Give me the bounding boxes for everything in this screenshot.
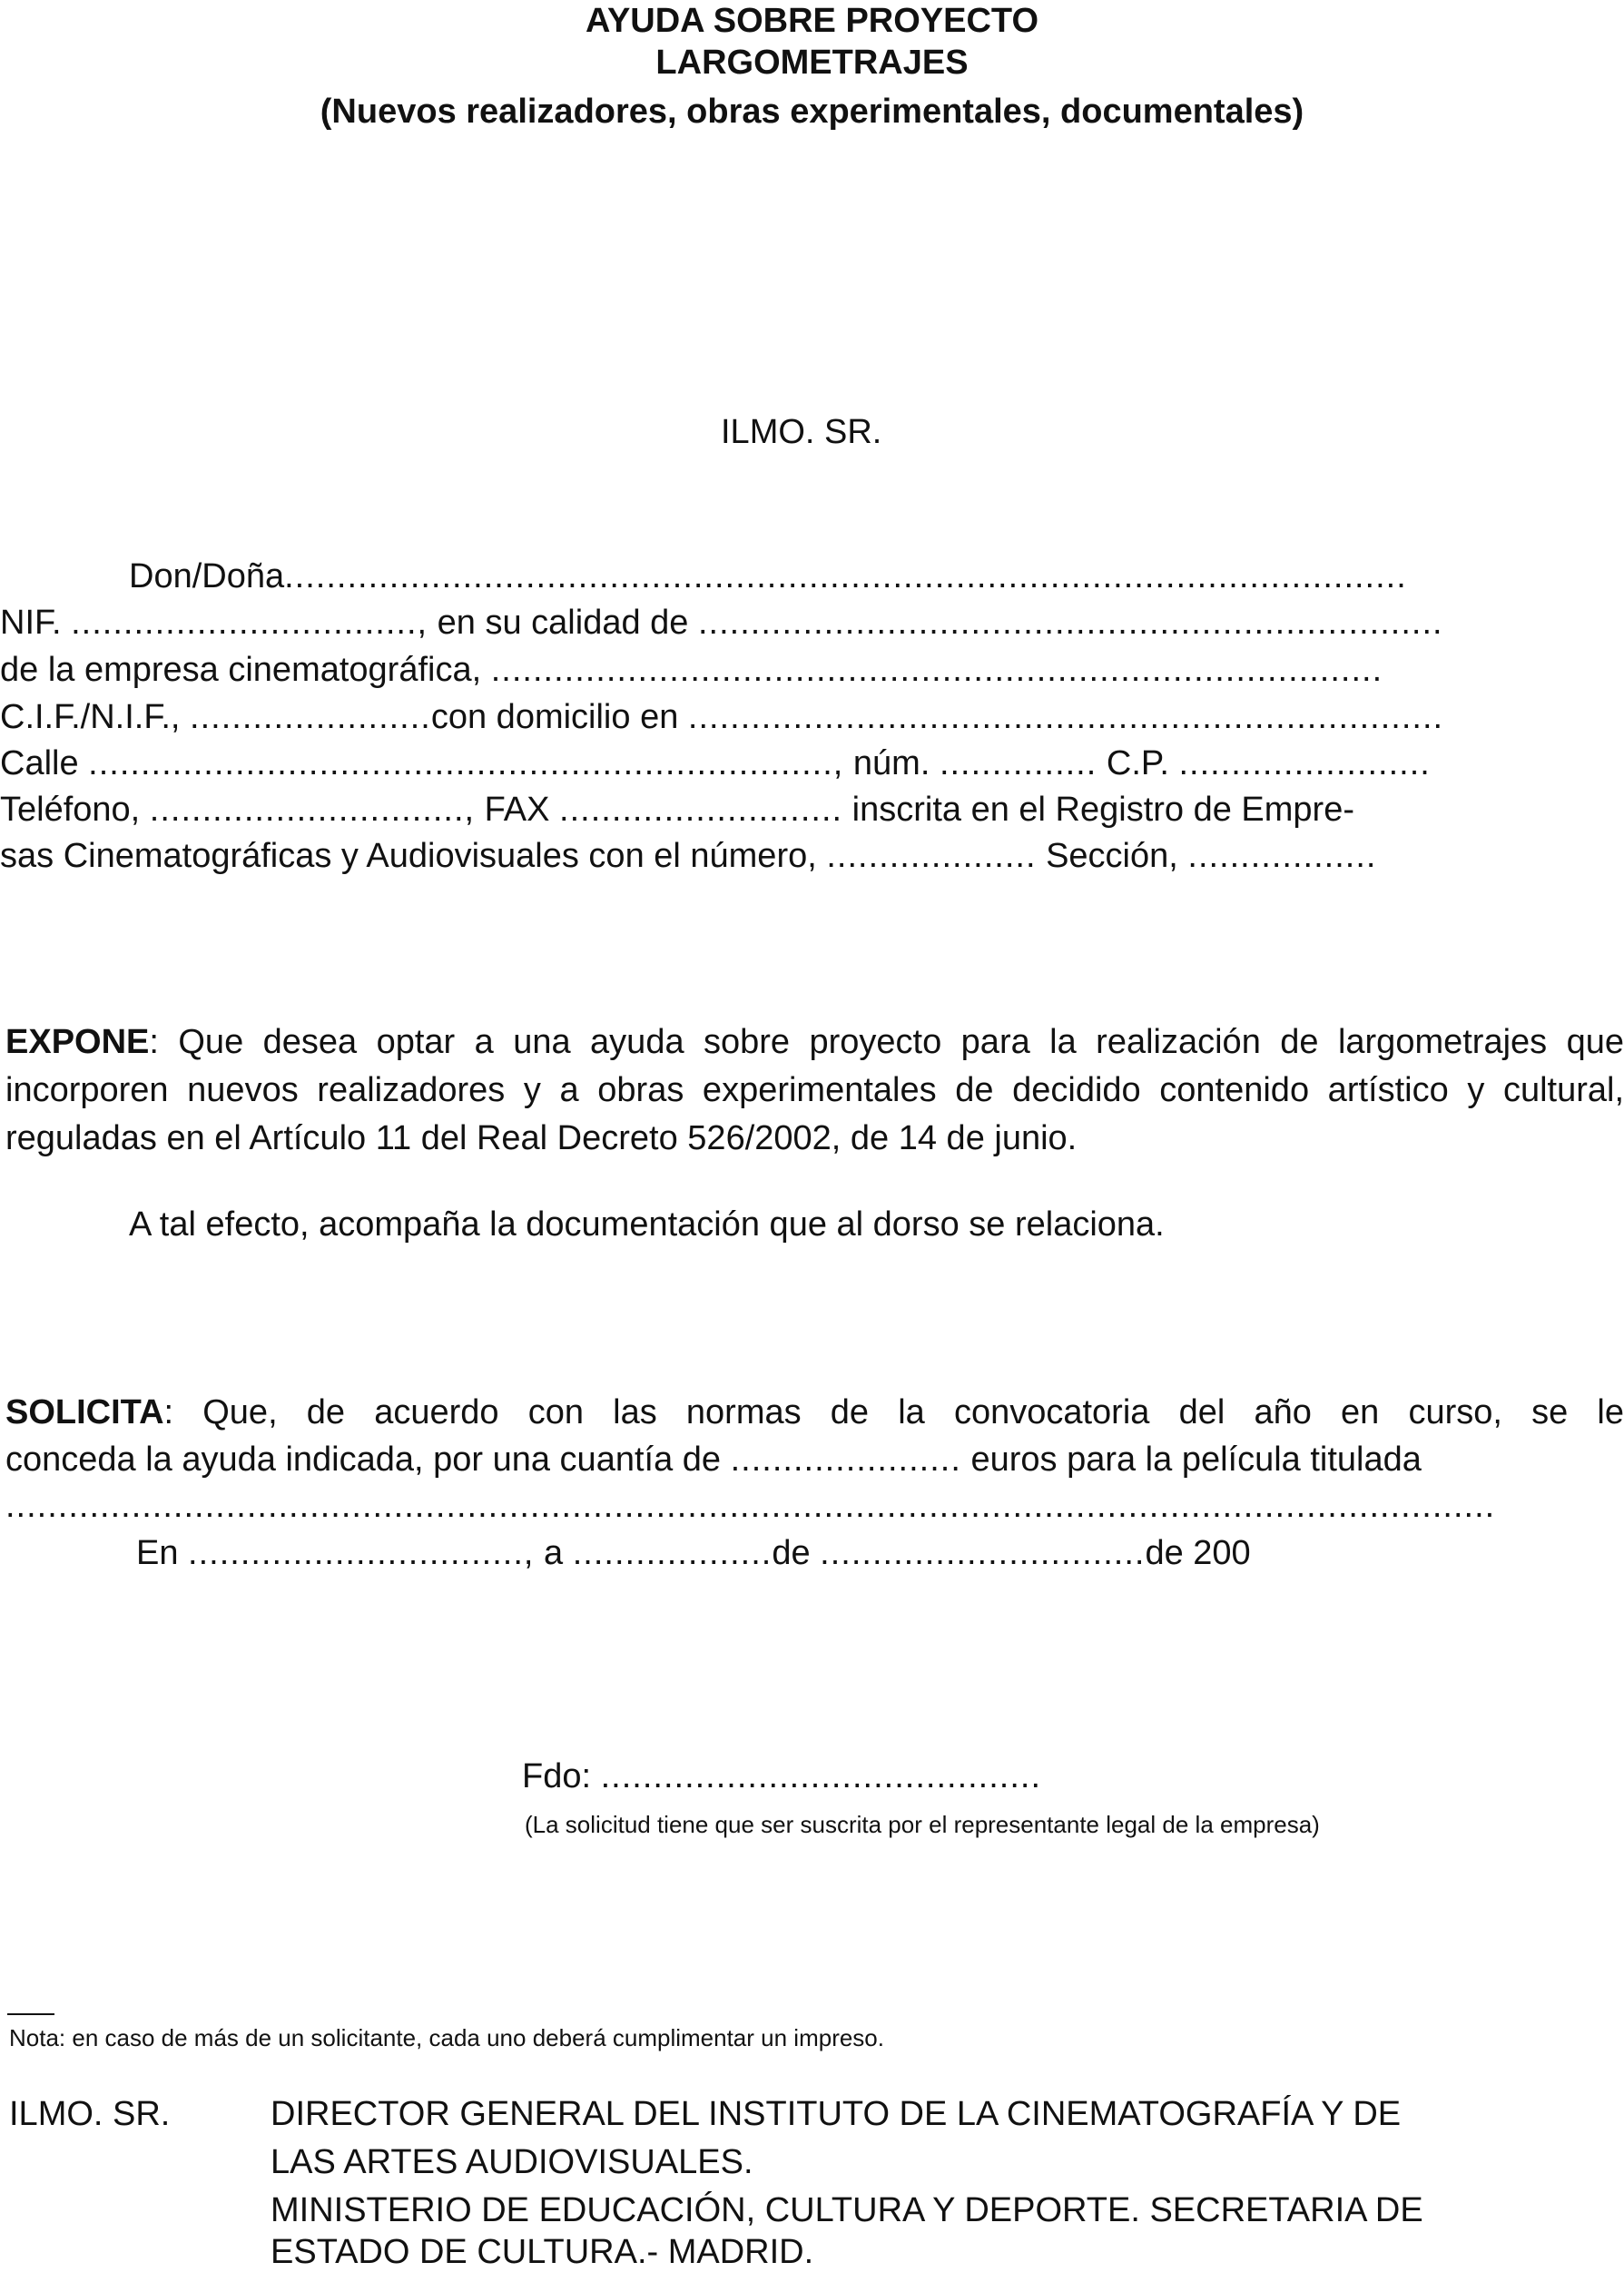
- addressee-line-1: DIRECTOR GENERAL DEL INSTITUTO DE LA CINEMATOGRAFÍA Y DE: [271, 2095, 1402, 2133]
- telefono-label: Teléfono,: [0, 791, 141, 829]
- pelicula-title-line: [5, 1487, 1495, 1526]
- cp-label: C.P.: [1106, 744, 1169, 782]
- firma-note: (La solicitud tiene que ser suscrita por el representante legal de la empresa): [525, 1811, 1320, 1838]
- mes-input[interactable]: ...............................: [820, 1534, 1146, 1572]
- fax-input[interactable]: ...........................: [559, 791, 843, 829]
- calidad-label: en su calidad de: [437, 604, 689, 642]
- solicita-label: SOLICITA: [5, 1393, 164, 1431]
- cuantia-input[interactable]: ......................: [730, 1441, 961, 1479]
- registro-numero-input[interactable]: ....................: [826, 837, 1037, 875]
- registro-field-line: [0, 837, 1376, 876]
- empresa-label: de la empresa cinematográfica,: [0, 651, 482, 689]
- en-label: En: [136, 1534, 179, 1572]
- a-label: a: [544, 1534, 564, 1572]
- solicita-line-2: [5, 1441, 1422, 1480]
- expone-text: : Que desea optar a una ayuda sobre proyecto para la realización de largometrajes que incorporen nuevos realizadores y a obras experimentales de decidido contenido artístico y cultural, reguladas en el Artículo 11 del Real Decreto 526/2002, de 14 de junio.: [5, 1023, 1624, 1157]
- document-title: AYUDA SOBRE PROYECTO: [585, 2, 1039, 40]
- solicita-line-1: [5, 1389, 1624, 1437]
- nif-input[interactable]: .................................,: [71, 604, 428, 642]
- de-label: de: [772, 1534, 811, 1572]
- empresa-input[interactable]: .....................................................................................: [490, 651, 1383, 689]
- addressee-label: ILMO. SR.: [9, 2095, 171, 2133]
- registro-intro: inscrita en el Registro de Empre-: [851, 791, 1354, 829]
- pelicula-label: euros para la película titulada: [970, 1441, 1422, 1479]
- pelicula-title-input[interactable]: ..............................................................................................................................................: [5, 1487, 1496, 1525]
- footnote-divider: [7, 2013, 54, 2015]
- year-label: de 200: [1145, 1534, 1251, 1572]
- fecha-line: [136, 1534, 1251, 1573]
- cif-label: C.I.F./N.I.F.,: [0, 698, 181, 736]
- don-input[interactable]: ...........................................................................................................: [284, 557, 1407, 595]
- addressee-line-4: ESTADO DE CULTURA.- MADRID.: [271, 2233, 814, 2271]
- cif-field-line: [0, 698, 1443, 737]
- addressee-line-3: MINISTERIO DE EDUCACIÓN, CULTURA Y DEPORTE. SECRETARIA DE: [271, 2191, 1423, 2229]
- dia-input[interactable]: ...................: [572, 1534, 773, 1572]
- document-category: (Nuevos realizadores, obras experimentales, documentales): [320, 93, 1304, 131]
- fdo-label: Fdo:: [522, 1757, 592, 1795]
- num-label: núm.: [852, 744, 930, 782]
- calidad-input[interactable]: .......................................................................: [697, 604, 1443, 642]
- registro-label: sas Cinematográficas y Audiovisuales con el número,: [0, 837, 817, 875]
- calle-input[interactable]: .......................................................................,: [88, 744, 844, 782]
- calle-field-line: [0, 744, 1431, 783]
- expone-paragraph: [5, 1018, 1624, 1163]
- telefono-input[interactable]: ..............................,: [149, 791, 476, 829]
- calle-label: Calle: [0, 744, 79, 782]
- lugar-input[interactable]: ................................,: [188, 1534, 535, 1572]
- nif-field-line: [0, 604, 1443, 643]
- domicilio-label: con domicilio en: [430, 698, 679, 736]
- seccion-input[interactable]: ..................: [1187, 837, 1377, 875]
- don-field-line: [129, 557, 1407, 596]
- don-label: Don/Doña: [129, 557, 285, 595]
- num-input[interactable]: ...............: [939, 744, 1097, 782]
- expone-label: EXPONE: [5, 1023, 150, 1061]
- footnote: Nota: en caso de más de un solicitante, cada uno deberá cumplimentar un impreso.: [9, 2024, 884, 2051]
- salutation: ILMO. SR.: [721, 413, 882, 451]
- firma-line: [522, 1757, 1041, 1796]
- efecto-text: A tal efecto, acompaña la documentación que al dorso se relaciona.: [129, 1205, 1165, 1244]
- solicita-text: : Que, de acuerdo con las normas de la convocatoria del año en curso, se le: [163, 1393, 1624, 1431]
- nif-label: NIF.: [0, 604, 62, 642]
- cuantia-label: conceda la ayuda indicada, por una cuantía de: [5, 1441, 722, 1479]
- domicilio-input[interactable]: ........................................................................: [687, 698, 1444, 736]
- document-subtitle: LARGOMETRAJES: [655, 44, 969, 82]
- addressee-line-2: LAS ARTES AUDIOVISUALES.: [271, 2143, 753, 2181]
- empresa-field-line: [0, 651, 1383, 690]
- seccion-label: Sección,: [1046, 837, 1178, 875]
- cp-input[interactable]: ........................: [1178, 744, 1431, 782]
- telefono-field-line: [0, 791, 1354, 830]
- cif-input[interactable]: .......................: [190, 698, 431, 736]
- firma-input[interactable]: ..........................................: [600, 1757, 1042, 1795]
- fax-label: FAX: [484, 791, 550, 829]
